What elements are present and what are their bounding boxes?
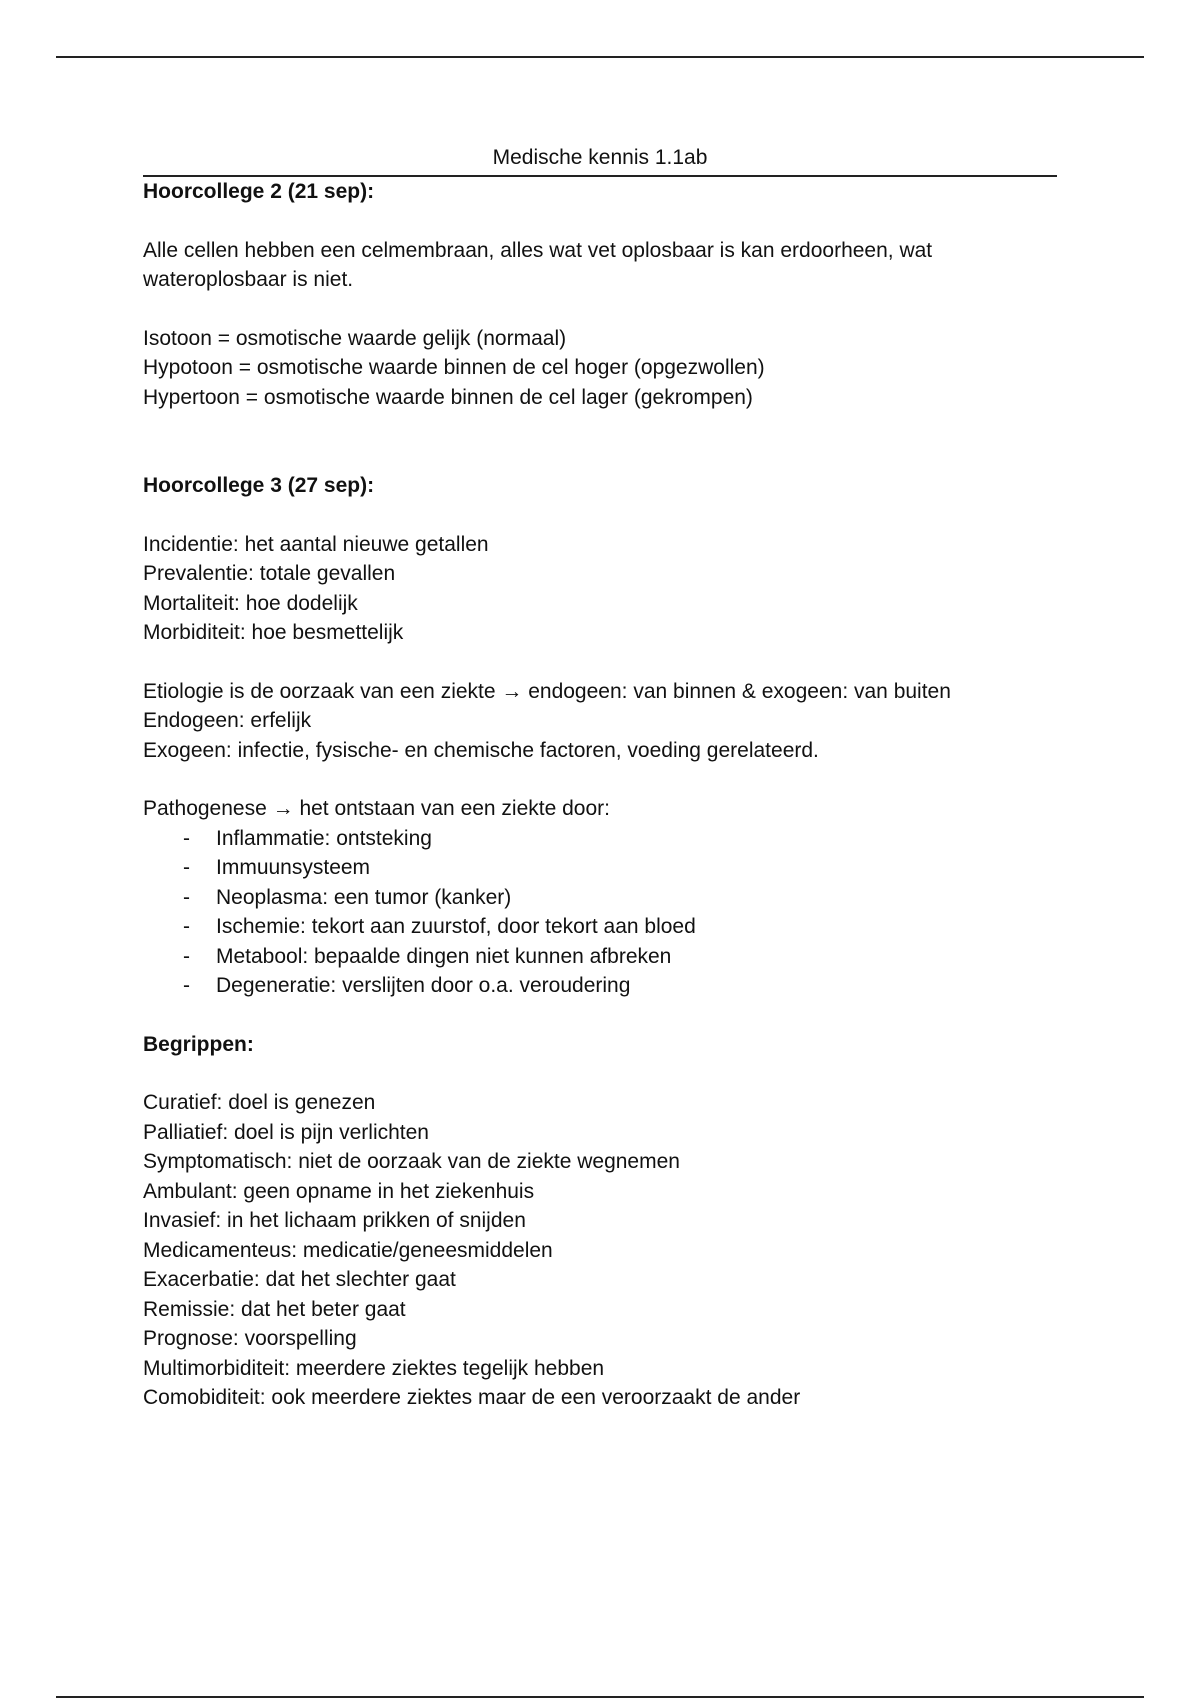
section-heading-hoorcollege-2: Hoorcollege 2 (21 sep): [143,180,375,203]
list-item: - Immuunsysteem [143,853,1023,883]
term-definition: Ambulant: geen opname in het ziekenhuis [143,1179,535,1203]
definition-incidentie: Incidentie: het aantal nieuwe getallen [143,532,489,556]
term-definition: Exacerbatie: dat het slechter gaat [143,1268,456,1291]
document-body [143,177,1023,1413]
page-top-rule [56,56,1144,58]
term-definition: Prognose: voorspelling [143,1327,357,1350]
list-item: - Inflammatie: ontsteking [143,824,1023,854]
paragraph-celmembraan-line-2: wateroplosbaar is niet. [143,268,354,291]
definition-hypotoon: Hypotoon = osmotische waarde binnen de cel hoger (opgezwollen) [143,356,765,379]
pathogenese-list [143,824,1023,1001]
term-definition: Invasief: in het lichaam prikken of snijden [143,1209,526,1232]
definition-morbiditeit: Morbiditeit: hoe besmettelijk [143,621,404,644]
term-definition: Comobiditeit: ook meerdere ziektes maar de een veroorzaakt de ander [143,1386,801,1409]
definition-etiologie: Etiologie is de oorzaak van een ziekte → endogeen: van binnen & exogeen: van buiten [143,679,951,703]
definition-pathogenese: Pathogenese → het ontstaan van een ziekte door: [143,797,610,820]
definition-prevalentie: Prevalentie: totale gevallen [143,562,396,585]
list-item: - Metabool: bepaalde dingen niet kunnen afbreken [143,942,1023,972]
paragraph-celmembraan-line-1: Alle cellen hebben een celmembraan, alles wat vet oplosbaar is kan erdoorheen, wat [143,238,933,262]
term-definition: Curatief: doel is genezen [143,1091,376,1114]
term-definition: Medicamenteus: medicatie/geneesmiddelen [143,1238,553,1262]
term-definition: Palliatief: doel is pijn verlichten [143,1120,429,1144]
term-definition: Multimorbiditeit: meerdere ziektes tegelijk hebben [143,1356,605,1380]
term-definition: Remissie: dat het beter gaat [143,1297,406,1321]
list-item: - Ischemie: tekort aan zuurstof, door tekort aan bloed [143,912,1023,942]
definition-exogeen: Exogeen: infectie, fysische- en chemische factoren, voeding gerelateerd. [143,738,819,762]
page-bottom-rule [56,1696,1144,1698]
list-item: - Degeneratie: verslijten door o.a. veroudering [143,971,1023,1001]
definition-mortaliteit: Mortaliteit: hoe dodelijk [143,591,358,615]
definition-endogeen: Endogeen: erfelijk [143,709,312,732]
definition-isotoon: Isotoon = osmotische waarde gelijk (normaal) [143,326,567,350]
section-heading-begrippen: Begrippen: [143,1032,254,1056]
document-title: Medische kennis 1.1ab [492,146,708,169]
term-definition: Symptomatisch: niet de oorzaak van de ziekte wegnemen [143,1150,680,1173]
section-heading-hoorcollege-3: Hoorcollege 3 (27 sep): [143,474,375,497]
definition-hypertoon: Hypertoon = osmotische waarde binnen de cel lager (gekrompen) [143,385,753,409]
list-item: - Neoplasma: een tumor (kanker) [143,883,1023,913]
